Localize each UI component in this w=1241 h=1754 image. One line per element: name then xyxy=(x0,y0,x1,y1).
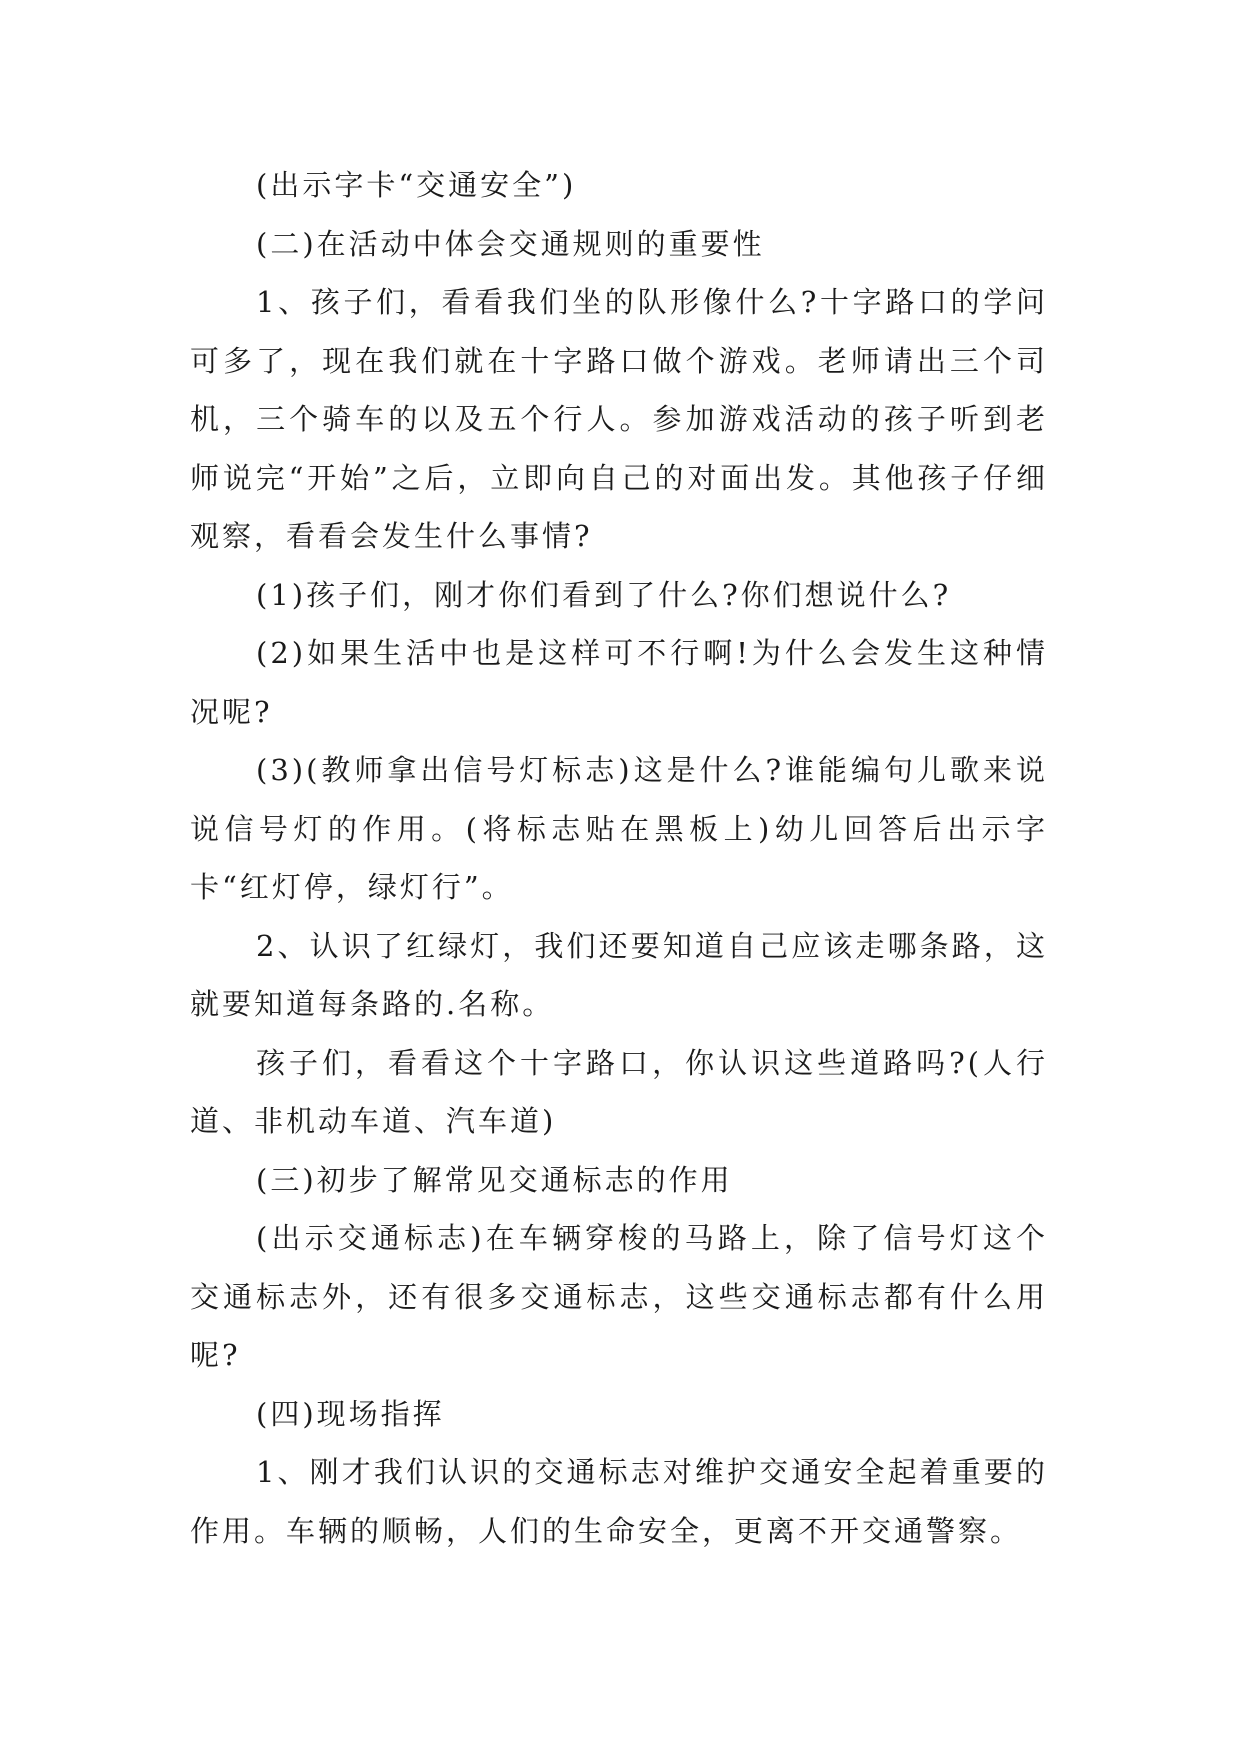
heading-section-four: (四)现场指挥 xyxy=(256,1396,445,1431)
paragraph-traffic-police: 1、刚才我们认识的交通标志对维护交通安全起着重要的作用。车辆的顺畅，人们的生命安全，更离不开交通警察。 xyxy=(190,1455,1048,1548)
paragraph-traffic-signs: (出示交通标志)在车辆穿梭的马路上，除了信号灯这个交通标志外，还有很多交通标志，这些交通标志都有什么用呢? xyxy=(190,1221,1048,1372)
document-body xyxy=(190,156,1048,1560)
paragraph-word-card-traffic-safety: (出示字卡“交通安全”) xyxy=(256,168,577,202)
paragraph-question-3: (3)(教师拿出信号灯标志)这是什么?谁能编句儿歌来说说信号灯的作用。(将标志贴在黑板上)幼儿回答后出示字卡“红灯停，绿灯行”。 xyxy=(190,753,1048,904)
paragraph-crossroad-game: 1、孩子们，看看我们坐的队形像什么?十字路口的学问可多了，现在我们就在十字路口做个游戏。老师请出三个司机，三个骑车的以及五个行人。参加游戏活动的孩子听到老师说完“开始”之后，立即向自己的对面出发。其他孩子仔细观察，看看会发生什么事情? xyxy=(190,285,1048,553)
paragraph-road-names: 2、认识了红绿灯，我们还要知道自己应该走哪条路，这就要知道每条路的.名称。 xyxy=(190,928,1048,1021)
heading-section-two: (二)在活动中体会交通规则的重要性 xyxy=(256,226,765,261)
paragraph-road-types: 孩子们，看看这个十字路口，你认识这些道路吗?(人行道、非机动车道、汽车道) xyxy=(190,1045,1048,1138)
paragraph-question-2: (2)如果生活中也是这样可不行啊!为什么会发生这种情况呢? xyxy=(190,636,1048,729)
paragraph-question-1: (1)孩子们，刚才你们看到了什么?你们想说什么? xyxy=(256,577,952,612)
heading-section-three: (三)初步了解常见交通标志的作用 xyxy=(256,1162,733,1197)
